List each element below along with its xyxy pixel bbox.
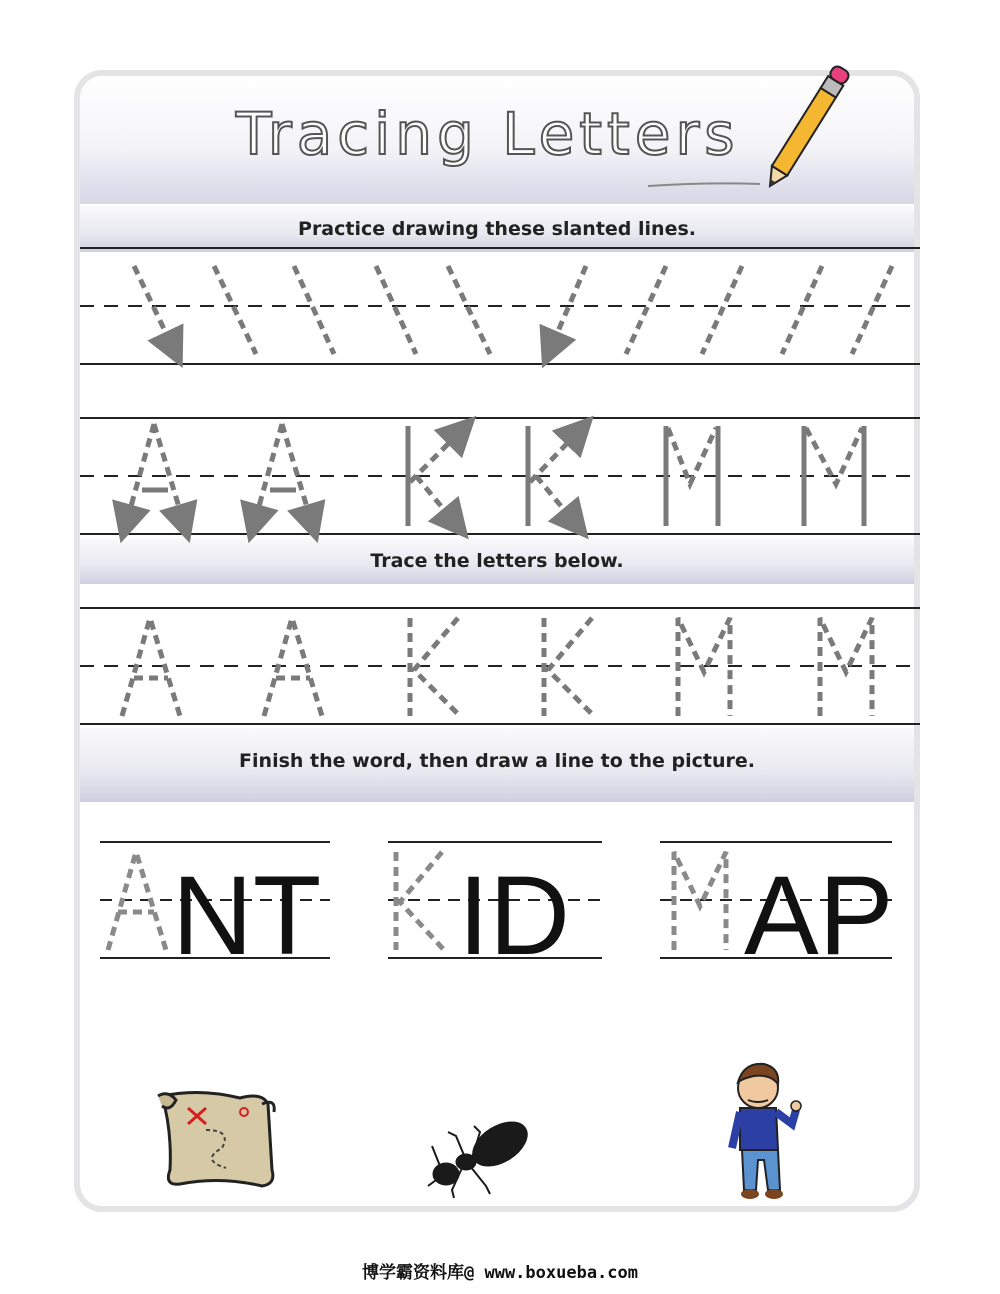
word-row (100, 842, 893, 978)
trace-letters-row (80, 608, 920, 724)
instruction-trace: Trace the letters below. (80, 538, 914, 584)
word-ant-rest: NT (172, 853, 322, 978)
kid-icon (732, 1064, 801, 1199)
word-kid-rest: ID (458, 853, 570, 978)
ant-icon (428, 1113, 535, 1198)
footer-credit: 博学霸资料库@ www.boxueba.com (362, 1263, 638, 1283)
pencil-icon (648, 64, 851, 191)
slanted-lines-row (80, 248, 920, 364)
stroke-order-row (80, 418, 920, 534)
instruction-slanted: Practice drawing these slanted lines. (80, 206, 914, 252)
instruction-finish: Finish the word, then draw a line to the picture. (80, 728, 914, 802)
word-map-rest: AP (744, 853, 894, 978)
map-icon (158, 1092, 274, 1186)
page-title: Tracing Letters (236, 100, 740, 168)
